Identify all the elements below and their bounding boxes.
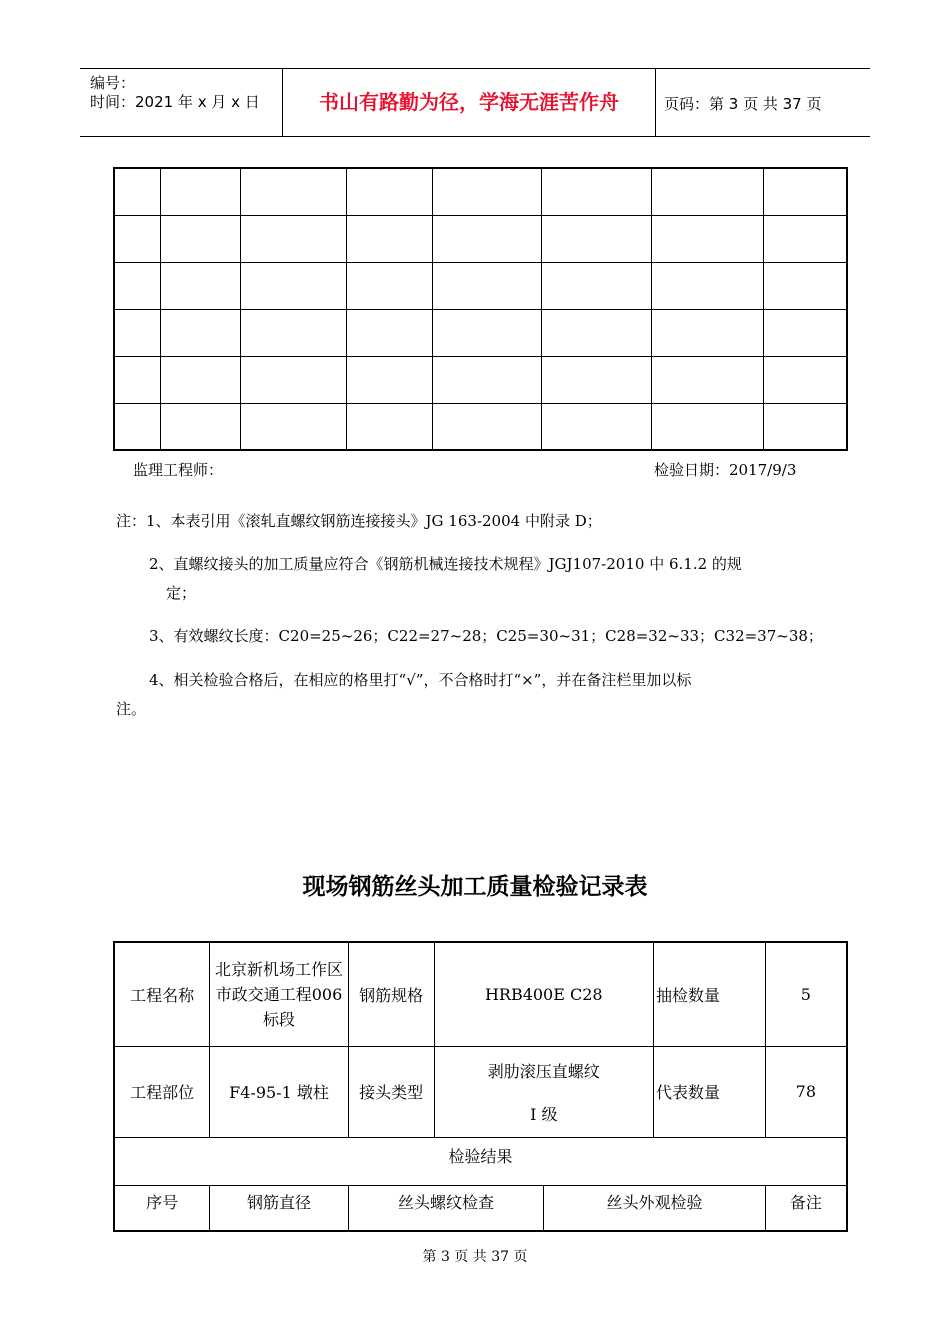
note-4-cont: 注。 [116, 700, 147, 718]
joint-type-label: 接头类型 [348, 1046, 434, 1137]
project-name-value[interactable]: 北京新机场工作区市政交通工程006标段 [210, 942, 349, 1046]
note-1: 注：1、本表引用《滚轧直螺纹钢筋连接接头》JG 163-2004 中附录 D； [116, 512, 602, 530]
table-row [114, 262, 847, 309]
note-2: 2、直螺纹接头的加工质量应符合《钢筋机械连接技术规程》JGJ107-2010 中 6.1.2 的规 [149, 555, 742, 573]
col-remark: 备注 [765, 1185, 847, 1231]
inspection-form-table [113, 941, 848, 1232]
part-value[interactable]: F4-95-1 墩柱 [210, 1046, 349, 1137]
col-seq: 序号 [114, 1185, 210, 1231]
table-row [114, 1185, 847, 1231]
sample-qty-label: 抽检数量 [654, 942, 766, 1046]
sample-qty-value[interactable]: 5 [765, 942, 847, 1046]
table-row [114, 942, 847, 1046]
table-row [114, 309, 847, 356]
header-time: 时间：2021 年 x 月 x 日 [90, 93, 260, 111]
rep-qty-value[interactable]: 78 [765, 1046, 847, 1137]
project-name-label: 工程名称 [114, 942, 210, 1046]
header-bottom-rule [80, 136, 870, 137]
note-2-cont: 定； [166, 584, 197, 602]
table-row [114, 168, 847, 215]
col-appearance: 丝头外观检验 [544, 1185, 765, 1231]
joint-type-line-2: I 级 [530, 1104, 558, 1124]
header-page: 页码：第 3 页 共 37 页 [664, 95, 822, 113]
inspect-date: 检验日期：2017/9/3 [654, 461, 797, 479]
header-number: 编号： [90, 74, 136, 92]
table-row [114, 1046, 847, 1137]
table-row [114, 403, 847, 450]
header-motto: 书山有路勤为径，学海无涯苦作舟 [319, 90, 619, 114]
rep-qty-label: 代表数量 [654, 1046, 766, 1137]
note-4: 4、相关检验合格后，在相应的格里打“√”，不合格时打“×”，并在备注栏里加以标 [149, 671, 692, 689]
part-label: 工程部位 [114, 1046, 210, 1137]
supervisor-label: 监理工程师： [133, 461, 224, 479]
rebar-spec-value[interactable]: HRB400E C28 [434, 942, 653, 1046]
result-label: 检验结果 [114, 1137, 847, 1185]
table-row [114, 356, 847, 403]
page-footer: 第 3 页 共 37 页 [422, 1249, 528, 1265]
header-divider [655, 68, 656, 136]
table-row [114, 215, 847, 262]
joint-type-line-1: 剥肋滚压直螺纹 [487, 1061, 600, 1081]
rebar-spec-label: 钢筋规格 [348, 942, 434, 1046]
col-thread: 丝头螺纹检查 [348, 1185, 543, 1231]
blank-record-table [113, 167, 848, 451]
col-diameter: 钢筋直径 [210, 1185, 349, 1231]
note-3: 3、有效螺纹长度：C20=25~26；C22=27~28；C25=30~31；C28=32~33；C32=37~38； [149, 627, 823, 645]
table-row [114, 1137, 847, 1185]
form-title: 现场钢筋丝头加工质量检验记录表 [302, 873, 648, 900]
joint-type-value[interactable] [434, 1046, 653, 1137]
